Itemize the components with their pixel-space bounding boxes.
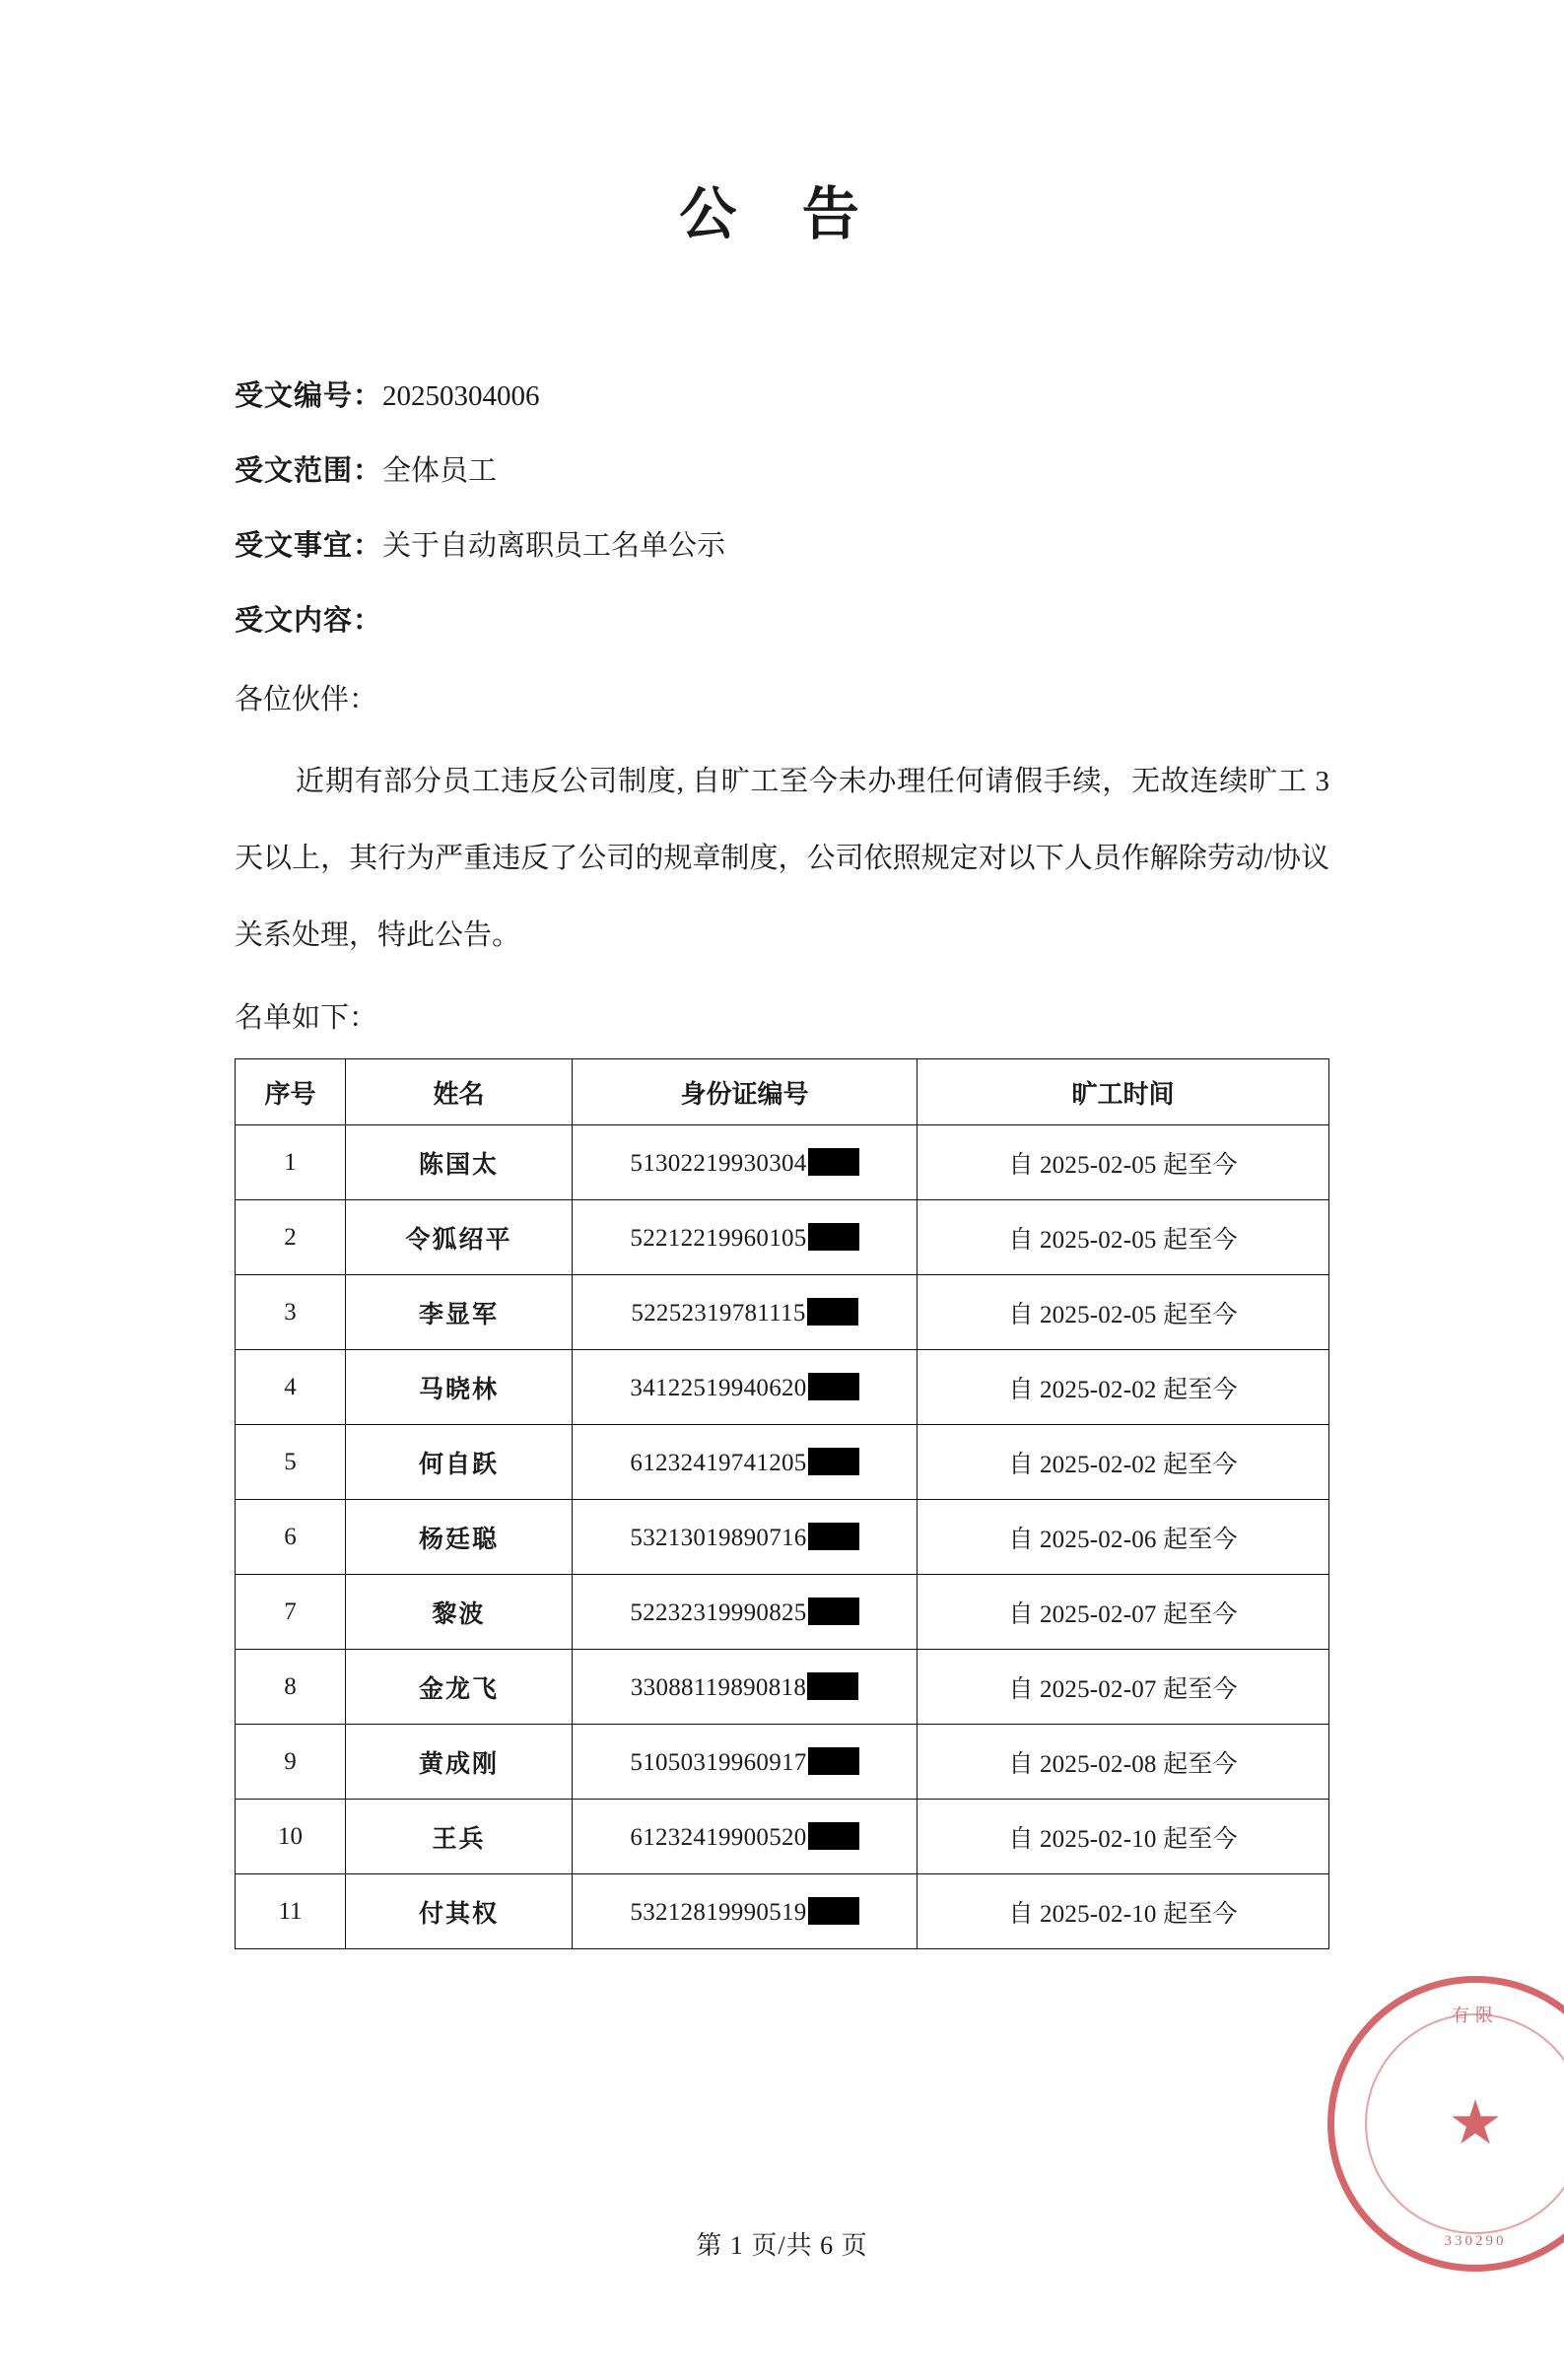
id-number-visible: 61232419741205 (630, 1449, 807, 1476)
cell-id-number (573, 1350, 918, 1425)
table-row (236, 1425, 1329, 1500)
id-number-visible: 52232319990825 (630, 1598, 807, 1626)
cell-name: 令狐绍平 (346, 1200, 573, 1275)
cell-id-number (573, 1650, 918, 1725)
cell-id-number (573, 1125, 918, 1200)
table-row (236, 1575, 1329, 1650)
cell-absence-period: 自 2025-02-07 起至今 (918, 1650, 1329, 1725)
meta-label-scope: 受文范围： (235, 455, 383, 487)
star-icon: ★ (1448, 2090, 1503, 2157)
cell-absence-period: 自 2025-02-02 起至今 (918, 1425, 1329, 1500)
cell-index: 1 (236, 1125, 346, 1200)
redaction-bar (808, 1897, 859, 1925)
cell-absence-period: 自 2025-02-06 起至今 (918, 1500, 1329, 1575)
cell-id-number (573, 1275, 918, 1350)
cell-name: 马晓林 (346, 1350, 573, 1425)
meta-value-number: 20250304006 (382, 380, 540, 412)
table-row (236, 1200, 1329, 1275)
col-header-name: 姓名 (346, 1059, 573, 1125)
redaction-bar (808, 1747, 859, 1775)
cell-absence-period: 自 2025-02-05 起至今 (918, 1275, 1329, 1350)
table-row (236, 1350, 1329, 1425)
meta-label-content: 受文内容： (235, 605, 383, 637)
cell-name: 黎波 (346, 1575, 573, 1650)
id-number-visible: 51302219930304 (630, 1149, 807, 1177)
redaction-bar (807, 1672, 858, 1700)
redaction-bar (808, 1822, 859, 1850)
salutation: 各位伙伴： (235, 684, 378, 715)
stamp-bottom-text: 330290 (1444, 2233, 1507, 2249)
cell-name: 付其权 (346, 1874, 573, 1949)
redaction-bar (808, 1523, 859, 1550)
table-row (236, 1650, 1329, 1725)
cell-id-number (573, 1874, 918, 1949)
redaction-bar (808, 1223, 859, 1251)
cell-absence-period: 自 2025-02-07 起至今 (918, 1575, 1329, 1650)
meta-block (235, 359, 1329, 658)
id-number-visible: 52212219960105 (630, 1224, 807, 1252)
list-label: 名单如下： (235, 1002, 378, 1034)
cell-index: 2 (236, 1200, 346, 1275)
table-row (236, 1500, 1329, 1575)
cell-name: 黄成刚 (346, 1725, 573, 1800)
id-number-visible: 53213019890716 (630, 1524, 807, 1551)
table-row (236, 1125, 1329, 1200)
table-row (236, 1275, 1329, 1350)
document-page (0, 168, 1564, 2380)
meta-row-scope (235, 434, 1329, 509)
cell-index: 10 (236, 1800, 346, 1874)
cell-id-number (573, 1200, 918, 1275)
cell-absence-period: 自 2025-02-05 起至今 (918, 1200, 1329, 1275)
cell-index: 11 (236, 1874, 346, 1949)
meta-row-number (235, 359, 1329, 434)
id-number-visible: 61232419900520 (630, 1823, 807, 1851)
cell-index: 6 (236, 1500, 346, 1575)
cell-name: 李显军 (346, 1275, 573, 1350)
page-footer: 第 1 页/共 6 页 (696, 2231, 868, 2260)
cell-index: 9 (236, 1725, 346, 1800)
cell-absence-period: 自 2025-02-08 起至今 (918, 1725, 1329, 1800)
redaction-bar (808, 1448, 859, 1475)
cell-name: 王兵 (346, 1800, 573, 1874)
col-header-id: 身份证编号 (573, 1059, 918, 1125)
redaction-bar (808, 1148, 859, 1176)
meta-value-scope: 全体员工 (382, 455, 498, 487)
name-table (235, 1058, 1329, 1949)
col-header-time: 旷工时间 (918, 1059, 1329, 1125)
cell-absence-period: 自 2025-02-10 起至今 (918, 1800, 1329, 1874)
meta-row-content (235, 583, 1329, 658)
cell-absence-period: 自 2025-02-02 起至今 (918, 1350, 1329, 1425)
col-header-index: 序号 (236, 1059, 346, 1125)
id-number-visible: 34122519940620 (630, 1374, 807, 1401)
cell-index: 7 (236, 1575, 346, 1650)
redaction-bar (807, 1298, 858, 1326)
cell-absence-period: 自 2025-02-10 起至今 (918, 1874, 1329, 1949)
meta-row-subject (235, 509, 1329, 583)
meta-label-number: 受文编号： (235, 380, 383, 412)
id-number-visible: 51050319960917 (630, 1748, 807, 1776)
meta-label-subject: 受文事宜： (235, 530, 383, 562)
id-number-visible: 52252319781115 (631, 1299, 806, 1326)
redaction-bar (808, 1598, 859, 1625)
redaction-bar (808, 1373, 859, 1400)
table-header-row (236, 1059, 1329, 1125)
cell-id-number (573, 1800, 918, 1874)
id-number-visible: 33088119890818 (630, 1673, 807, 1701)
stamp-inner-ring (1365, 2013, 1564, 2234)
cell-id-number (573, 1725, 918, 1800)
cell-id-number (573, 1575, 918, 1650)
table-row (236, 1874, 1329, 1949)
table-row (236, 1725, 1329, 1800)
cell-id-number (573, 1425, 918, 1500)
cell-name: 杨廷聪 (346, 1500, 573, 1575)
table-row (236, 1800, 1329, 1874)
cell-name: 金龙飞 (346, 1650, 573, 1725)
cell-index: 4 (236, 1350, 346, 1425)
cell-name: 陈国太 (346, 1125, 573, 1200)
cell-index: 5 (236, 1425, 346, 1500)
stamp-top-text: 有限 (1452, 2006, 1499, 2025)
body-paragraph: 近期有部分员工违反公司制度, 自旷工至今未办理任何请假手续，无故连续旷工 3 天以上，其行为严重违反了公司的规章制度，公司依照规定对以下人员作解除劳动/协议关系处理，特此公告。 (235, 766, 1329, 951)
page-title: 公 告 (679, 182, 885, 246)
cell-id-number (573, 1500, 918, 1575)
meta-value-subject: 关于自动离职员工名单公示 (382, 530, 726, 562)
id-number-visible: 53212819990519 (630, 1898, 807, 1926)
cell-index: 8 (236, 1650, 346, 1725)
cell-name: 何自跃 (346, 1425, 573, 1500)
cell-absence-period: 自 2025-02-05 起至今 (918, 1125, 1329, 1200)
cell-index: 3 (236, 1275, 346, 1350)
